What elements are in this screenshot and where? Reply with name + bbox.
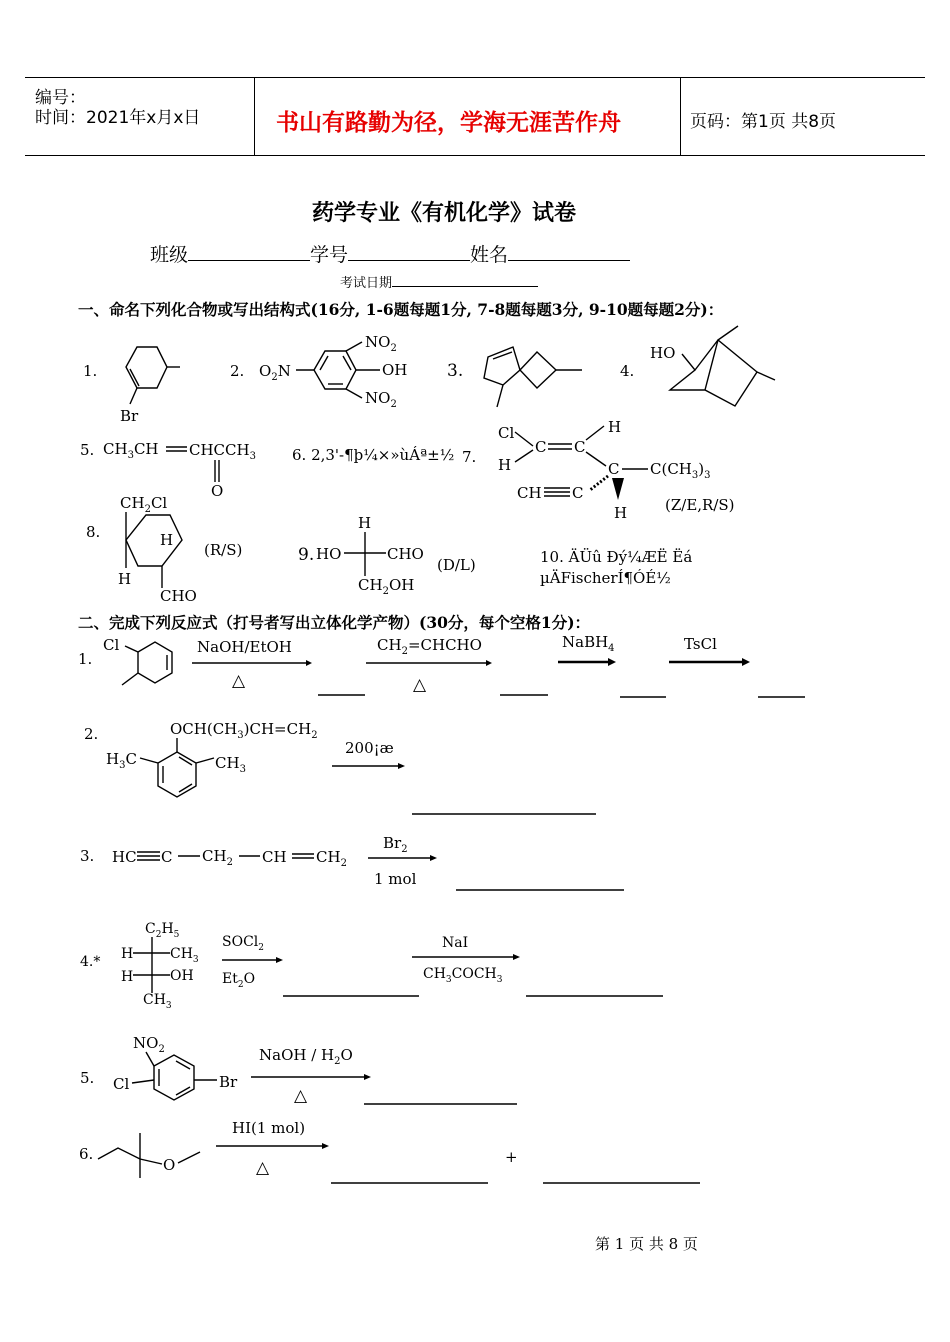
r1-reagent3: NaBH$_4$ [562, 633, 615, 654]
exam-date-label: 考试日期 [340, 276, 393, 291]
r3-ch: CH [262, 848, 287, 866]
r3-hc: HC [112, 848, 137, 866]
q7-c4: C [572, 484, 584, 502]
footer-page-number: 第 1 页 共 8 页 [595, 1235, 698, 1253]
header-time-label: 时间：2021年x月x日 [35, 108, 201, 128]
header-motto: 书山有路勤为径，学海无涯苦作舟 [276, 110, 621, 136]
q10-line2: µÄFischerÍ¶ÓÉ½ [540, 569, 671, 587]
student-id-label: 学号 [310, 244, 349, 266]
r3-number: 3. [80, 847, 95, 865]
q3-number: 3. [447, 361, 464, 381]
r5-cl-bond [132, 1080, 154, 1083]
r6-chain [98, 1148, 140, 1159]
r5-number: 5. [80, 1069, 95, 1087]
q7-c2: C [574, 438, 586, 456]
r6-o: O [163, 1156, 176, 1174]
q4-number: 4. [620, 362, 635, 380]
r2-condition: 200¡æ [345, 739, 394, 757]
r3-arrow-head [430, 855, 437, 861]
q5-o: O [211, 482, 224, 500]
r4-h2: H [121, 969, 134, 985]
r1-arrow2-head [486, 660, 492, 666]
q1-br: Br [120, 407, 139, 425]
r3-amount: 1 mol [374, 870, 417, 888]
section1-heading: 一、命名下列化合物或写出结构式(16分, 1-6题每题1分, 7-8题每题3分, 9-10题每题2分)： [78, 300, 724, 319]
r1-arrow4-head [742, 658, 750, 666]
r2-ring-inner-3 [179, 757, 192, 765]
r1-heat2: △ [413, 675, 427, 695]
r6-arrow-head [322, 1143, 329, 1149]
q7-c3: C [608, 460, 620, 478]
q4-ho: HO [650, 344, 676, 362]
q9-number: 9. [298, 545, 315, 565]
r2-number: 2. [84, 725, 99, 743]
r5-heat: △ [294, 1086, 308, 1106]
r3-ch2-end: $CH_2$ [316, 848, 347, 869]
r2-arrow-head [398, 763, 405, 769]
class-label: 班级 [150, 244, 189, 266]
q6-text: 6. 2,3'-¶þ¼×»ùÁª±½ [292, 446, 455, 464]
q9-config: (D/L) [437, 556, 476, 574]
exam-title: 药学专业《有机化学》试卷 [312, 201, 577, 226]
r1-reagent4: TsCl [684, 635, 717, 653]
q8-cho: CHO [160, 587, 197, 605]
r5-cl: Cl [113, 1075, 130, 1093]
r6-heat: △ [256, 1158, 270, 1178]
r6-number: 6. [79, 1145, 94, 1163]
r5-reagent: NaOH / $H_2O$ [259, 1046, 353, 1067]
r1-reagent1: NaOH/EtOH [197, 638, 292, 656]
r6-reagent: HI(1 mol) [232, 1119, 306, 1137]
r1-number: 1. [78, 650, 93, 668]
q8-h2: H [160, 531, 174, 549]
q9-ch2oh: $CH_2OH$ [358, 576, 415, 597]
q1-number: 1. [83, 362, 98, 380]
r1-reagent2: $CH_2=CHCHO$ [377, 636, 482, 657]
q10-line1: 10. ÄÜû Ðý¼ÆË Ëá [540, 548, 693, 566]
q5-right: $CHCCH_3$ [189, 441, 256, 462]
r4-arrow2-head [513, 954, 520, 960]
r6-o-bond [140, 1159, 162, 1164]
r4-number: 4.* [80, 954, 101, 970]
r1-cl: Cl [103, 636, 120, 654]
q8-number: 8. [86, 523, 101, 541]
r2-right-methyl-bond [196, 758, 214, 763]
q2-number: 2. [230, 362, 245, 380]
q7-config: (Z/E,R/S) [665, 496, 735, 514]
q8-config: (R/S) [204, 541, 243, 559]
r3-ch2: $CH_2$ [202, 847, 233, 868]
r5-no2-bond [146, 1052, 154, 1066]
r5-br: Br [219, 1073, 238, 1091]
r2-ring-inner-2 [179, 784, 192, 792]
q9-h: H [358, 514, 372, 532]
header-number-label: 编号： [35, 88, 86, 108]
r2-ch3: $CH_3$ [215, 754, 246, 775]
r4-ch3b: $CH_3$ [143, 992, 172, 1011]
r6-plus: + [505, 1148, 518, 1166]
q7-h1: H [498, 456, 512, 474]
q7-ch: CH [517, 484, 542, 502]
q2-no2-top: $NO_2$ [365, 333, 397, 354]
r3-c: C [161, 848, 173, 866]
q7-number: 7. [462, 448, 477, 466]
r1-methyl [122, 673, 138, 685]
q5-left: $CH_3CH$ [103, 440, 159, 461]
r3-reagent: $Br_2$ [383, 834, 408, 855]
r5-ring-inner-3 [176, 1087, 190, 1095]
r2-substituent: $OCH(CH_3)CH=CH_2$ [170, 720, 318, 741]
r1-arrow3-head [608, 658, 616, 666]
r4-reagent1: SOCl$_2$ [222, 934, 264, 953]
q7-tbu: $C(CH_3)_3$ [650, 460, 711, 481]
r2-h3c: $H_3C$ [106, 750, 137, 771]
r4-ch3a: $CH_3$ [170, 946, 199, 965]
r4-solvent2: $CH_3COCH_3$ [423, 966, 503, 985]
r1-arrow1-head [306, 660, 312, 666]
name-label: 姓名 [470, 244, 509, 266]
header-page-info: 页码：第1页 共8页 [690, 112, 837, 132]
section2-heading: 二、完成下列反应式（打号者写出立体化学产物）(30分，每个空格1分)： [78, 613, 591, 632]
r6-methyl-o [178, 1152, 200, 1163]
r5-arrow-head [364, 1074, 371, 1080]
q7-c1: C [535, 438, 547, 456]
q5-number: 5. [80, 441, 95, 459]
q7-cl: Cl [498, 424, 515, 442]
q2-o2n: $O_2N$ [259, 362, 291, 383]
r4-h1: H [121, 946, 134, 962]
q9-ho: HO [316, 545, 342, 563]
q8-ch2cl: $CH_2Cl$ [120, 494, 168, 515]
r1-cl-bond [125, 646, 138, 652]
r5-ring [154, 1055, 194, 1100]
q8-h1: H [118, 570, 132, 588]
r1-heat1: △ [232, 671, 246, 691]
r4-oh: OH [170, 968, 194, 984]
q2-oh: OH [382, 361, 408, 379]
q9-cho: CHO [387, 545, 424, 563]
r2-left-methyl-bond [140, 758, 158, 763]
r4-c2h5: $C_2H_5$ [145, 921, 180, 940]
r4-arrow1-head [276, 957, 283, 963]
q2-no2-bottom: $NO_2$ [365, 389, 397, 410]
q7-h3: H [614, 504, 628, 522]
r4-reagent2: NaI [442, 935, 469, 951]
r4-solvent1: $Et_2O$ [222, 971, 256, 990]
r5-no2: $NO_2$ [133, 1034, 165, 1055]
q7-h2: H [608, 418, 622, 436]
